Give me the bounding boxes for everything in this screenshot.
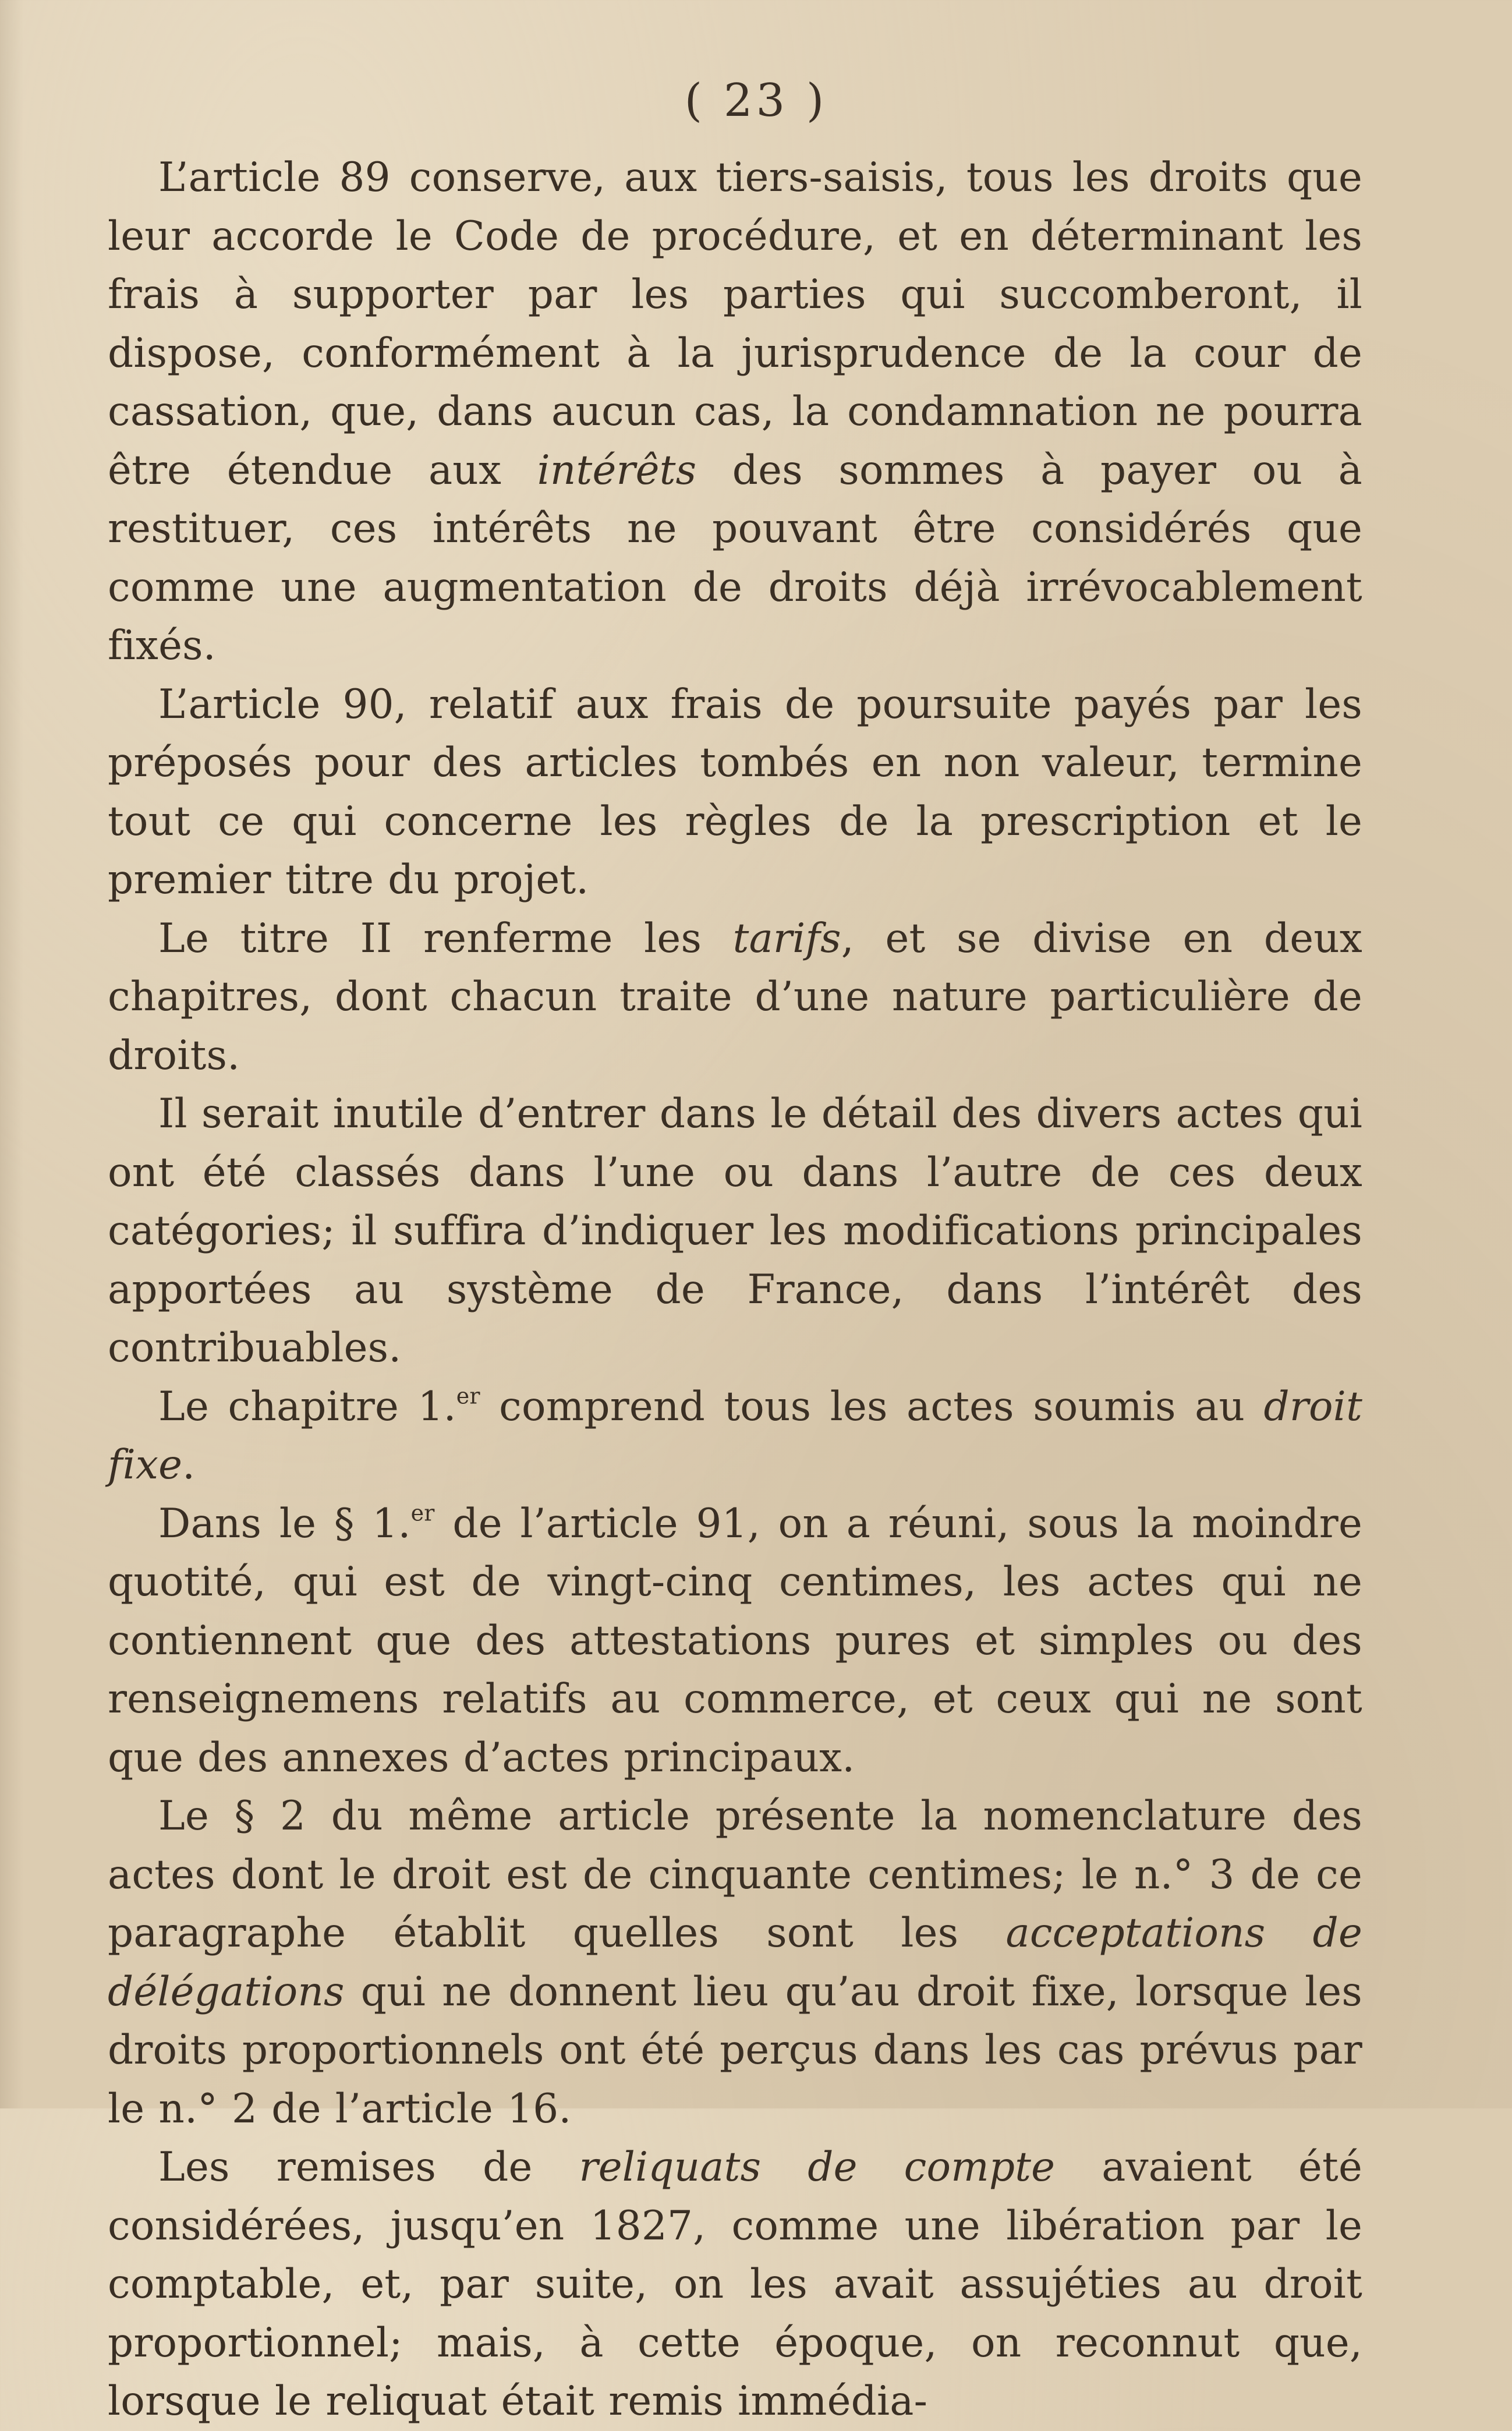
paragraph-article-89: L’article 89 conserve, aux tiers-saisis, tous les droits que leur accorde le Code de procédure, et en déterminant les frais à supporter par les parties qui succomberont, il dispose, conformément à la jurisprudence de la cour de cassation, que, dans aucun cas, la condamnation ne pourra être étendue aux intérêts des sommes à payer ou à restituer, ces intérêts ne pouvant être considérés que comme une augmentation de droits déjà irrévocablement fixés. xyxy=(108,154,1362,669)
superscript: er xyxy=(410,1500,435,1526)
paragraph-article-91-s1: Dans le § 1.$^{er}$ de l’article 91, on a réuni, sous la moindre quotité, qui est de vingt-cinq centimes, les actes qui ne contiennent que des attestations pures et simples ou des renseignemens relatifs au commerce, et ceux qui ne sont que des annexes d’actes principaux. xyxy=(108,1500,1362,1781)
italic-term: intérêts xyxy=(537,447,697,494)
body-text xyxy=(108,148,1362,2431)
paragraph-article-91-s2: Le § 2 du même article présente la nomenclature des actes dont le droit est de cinquante centimes; le n.° 3 de ce paragraphe établit quelles sont les acceptations de délégations qui ne donnent lieu qu’au droit fixe, lorsque les droits proportionnels ont été perçus dans les cas prévus par le n.° 2 de l’article 16. xyxy=(108,1793,1362,2132)
italic-term: droit fixe xyxy=(108,1383,1362,1488)
page-number: ( 23 ) xyxy=(684,75,828,127)
superscript: er xyxy=(456,1383,480,1409)
paragraph-chapitre-1: Le chapitre 1.$^{er}$ comprend tous les actes soumis au droit fixe. xyxy=(108,1383,1362,1488)
italic-term: acceptations de délégations xyxy=(108,1910,1362,2015)
paragraph-categories: Il serait inutile d’entrer dans le détail des divers actes qui ont été classés dans l’une ou dans l’autre de ces deux catégories; il suffira d’indiquer les modifications principales apportées au système de France, dans l’intérêt des contribuables. xyxy=(108,1091,1362,1371)
page-edge-shadow xyxy=(0,0,23,2108)
paragraph-reliquats: Les remises de reliquats de compte avaient été considérées, jusqu’en 1827, comme une libération par le comptable, et, par suite, on les avait assujéties au droit proportionnel; mais, à cette époque, on reconnut que, lorsque le reliquat était remis immédia- xyxy=(108,2144,1362,2425)
italic-term: tarifs xyxy=(732,915,841,962)
paragraph-article-90: L’article 90, relatif aux frais de poursuite payés par les préposés pour des articles tombés en non valeur, termine tout ce qui concerne les règles de la prescription et le premier titre du projet. xyxy=(108,681,1362,903)
paragraph-titre-2: Le titre II renferme les tarifs, et se divise en deux chapitres, dont chacun traite d’une nature particulière de droits. xyxy=(108,915,1362,1079)
italic-term: reliquats de compte xyxy=(579,2144,1056,2191)
